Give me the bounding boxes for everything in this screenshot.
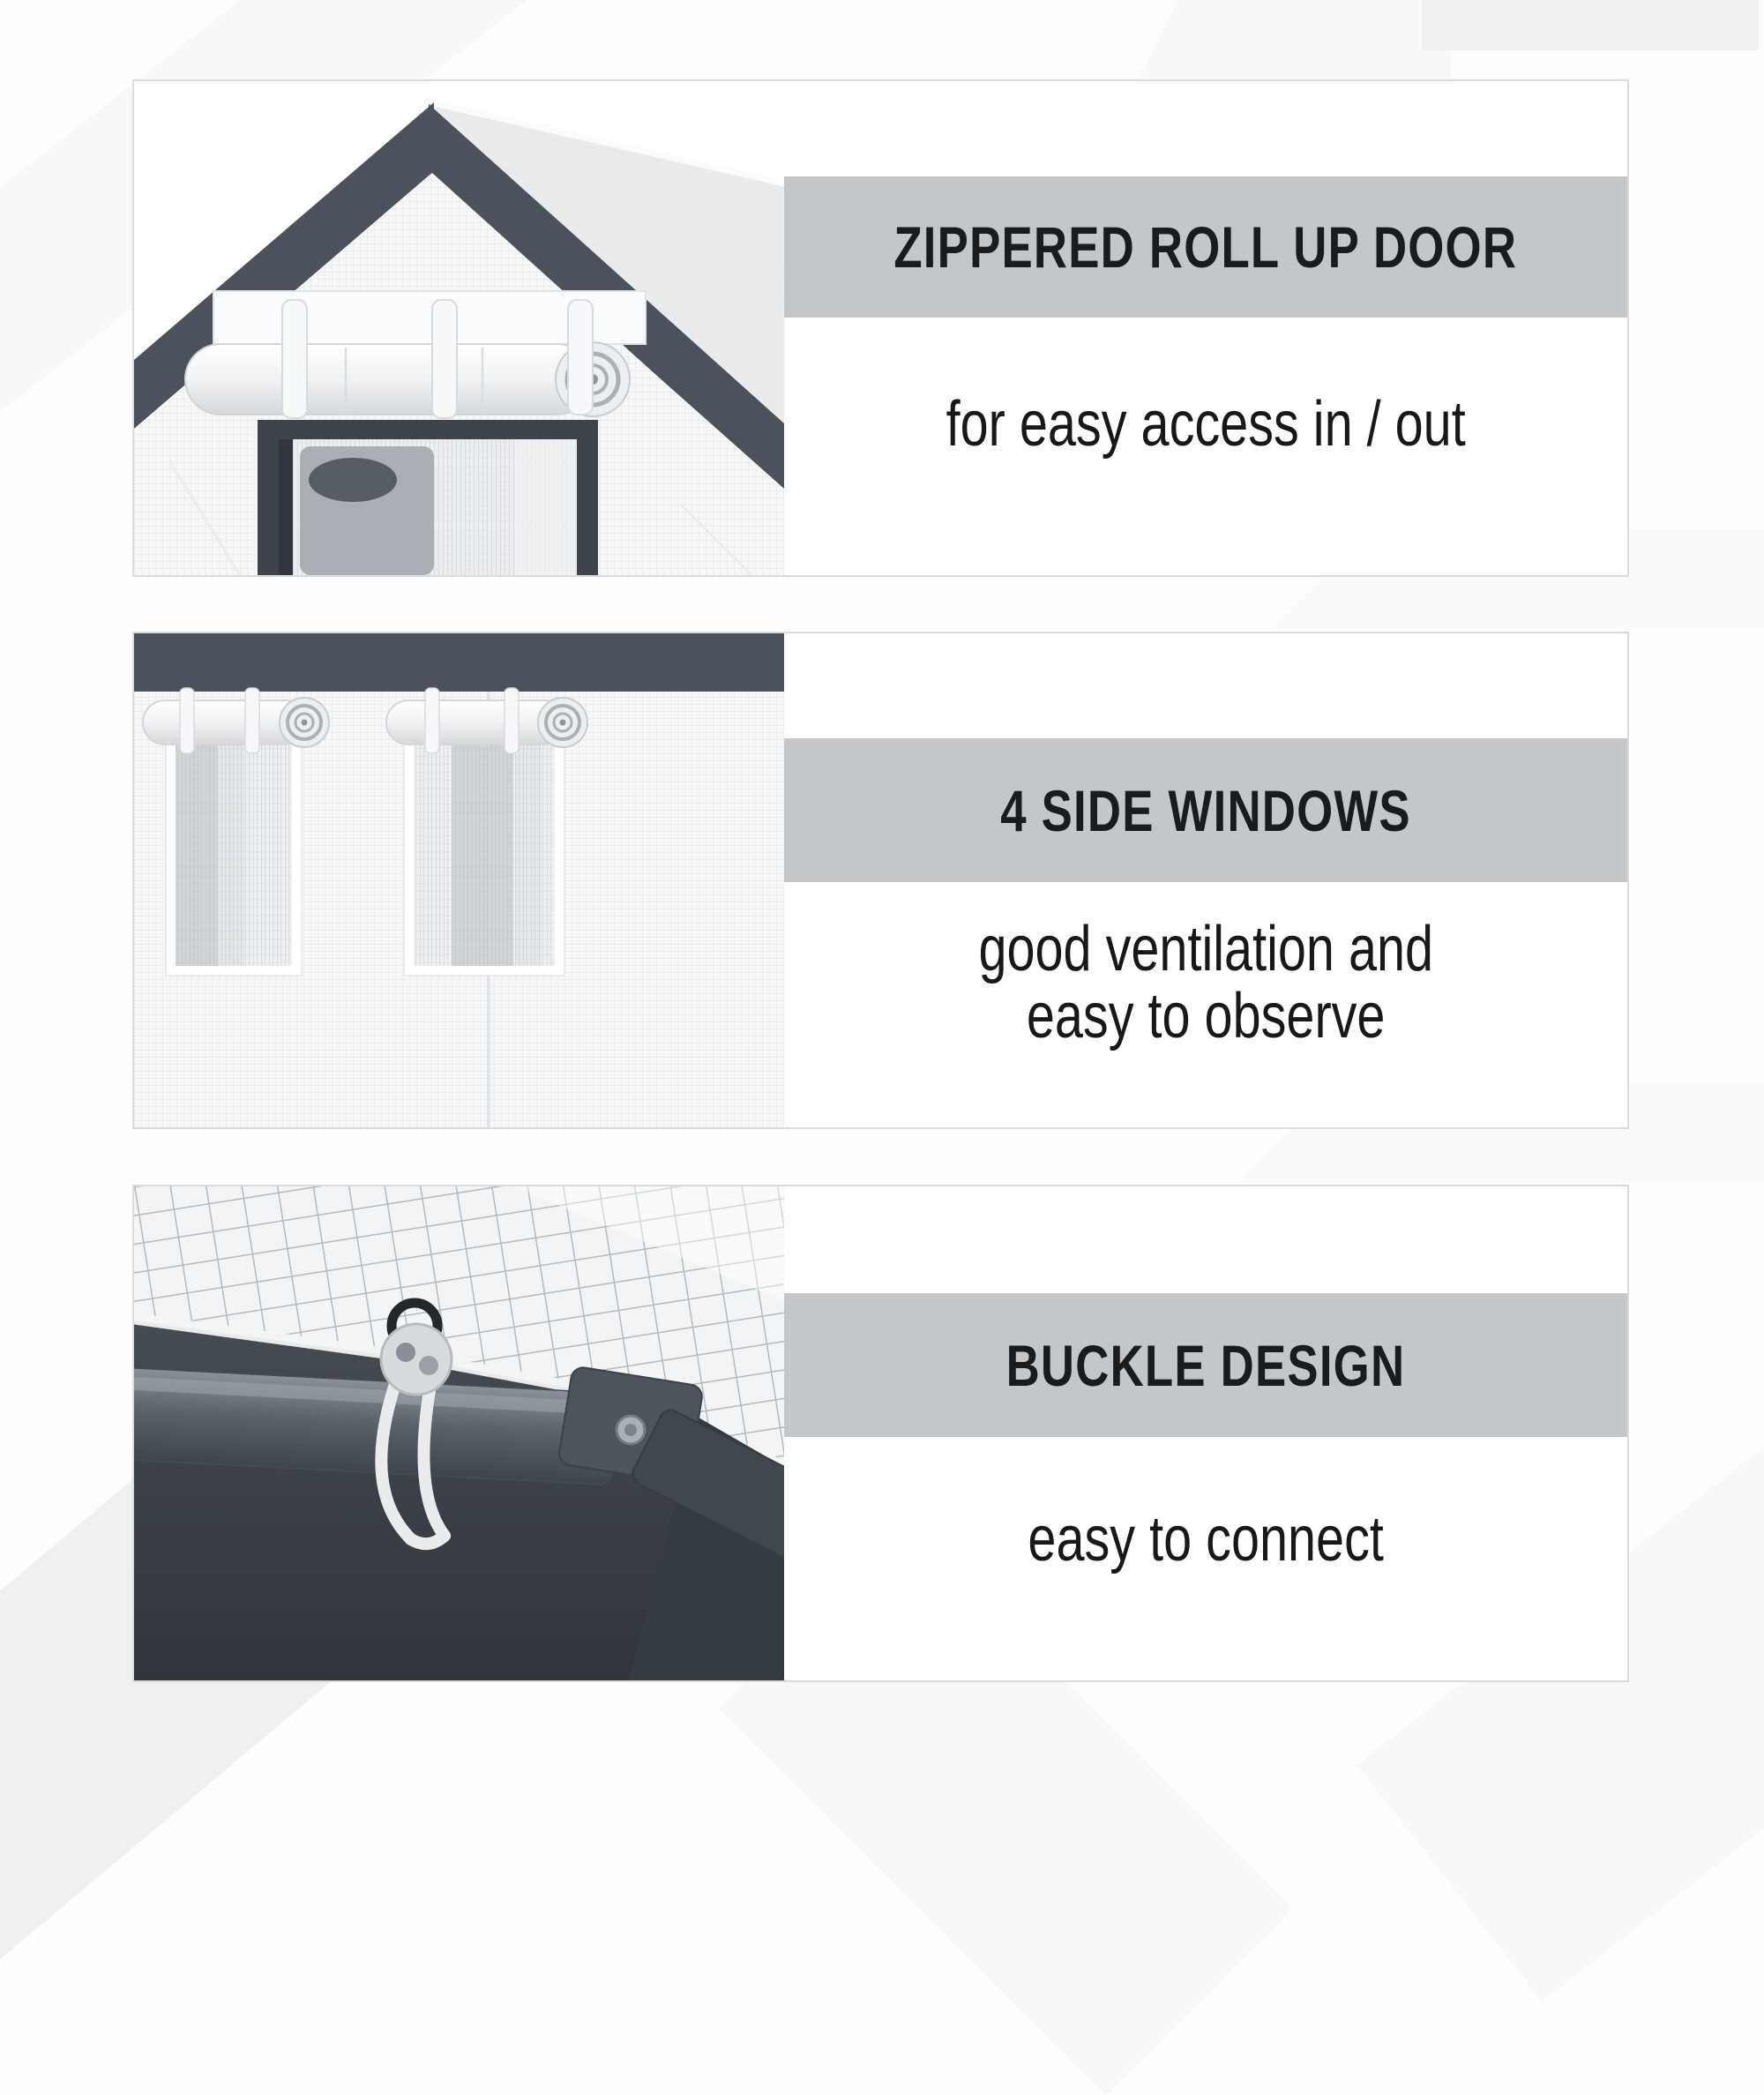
feature-title: ZIPPERED ROLL UP DOOR (893, 214, 1518, 280)
feature-title: 4 SIDE WINDOWS (1000, 777, 1411, 843)
greenhouse-gable-illustration (134, 81, 784, 575)
feature-description (784, 916, 1627, 1050)
background-block-top-right (1422, 0, 1759, 50)
feature-title-banner (784, 738, 1627, 882)
feature-text-panel (784, 81, 1627, 575)
product-photo-buckle (134, 1186, 784, 1680)
product-photo-roll-up-door (134, 81, 784, 575)
feature-text-panel (784, 633, 1627, 1127)
feature-description-line: easy to observe (1026, 981, 1386, 1051)
feature-description-line: good ventilation and (978, 914, 1433, 984)
feature-title-banner (784, 176, 1627, 318)
feature-section-side-windows (132, 632, 1629, 1129)
feature-section-roll-up-door (132, 79, 1629, 577)
feature-description (784, 1506, 1627, 1573)
feature-title-banner (784, 1293, 1627, 1437)
feature-description (784, 391, 1627, 458)
greenhouse-windows-illustration (134, 633, 784, 1127)
feature-text-panel (784, 1186, 1627, 1680)
product-photo-side-windows (134, 633, 784, 1127)
feature-title: BUCKLE DESIGN (1005, 1332, 1406, 1398)
feature-description-line: for easy access in / out (946, 389, 1466, 460)
feature-description-line: easy to connect (1028, 1504, 1384, 1575)
feature-section-buckle-design (132, 1185, 1629, 1682)
buckle-closeup-illustration (134, 1186, 784, 1680)
